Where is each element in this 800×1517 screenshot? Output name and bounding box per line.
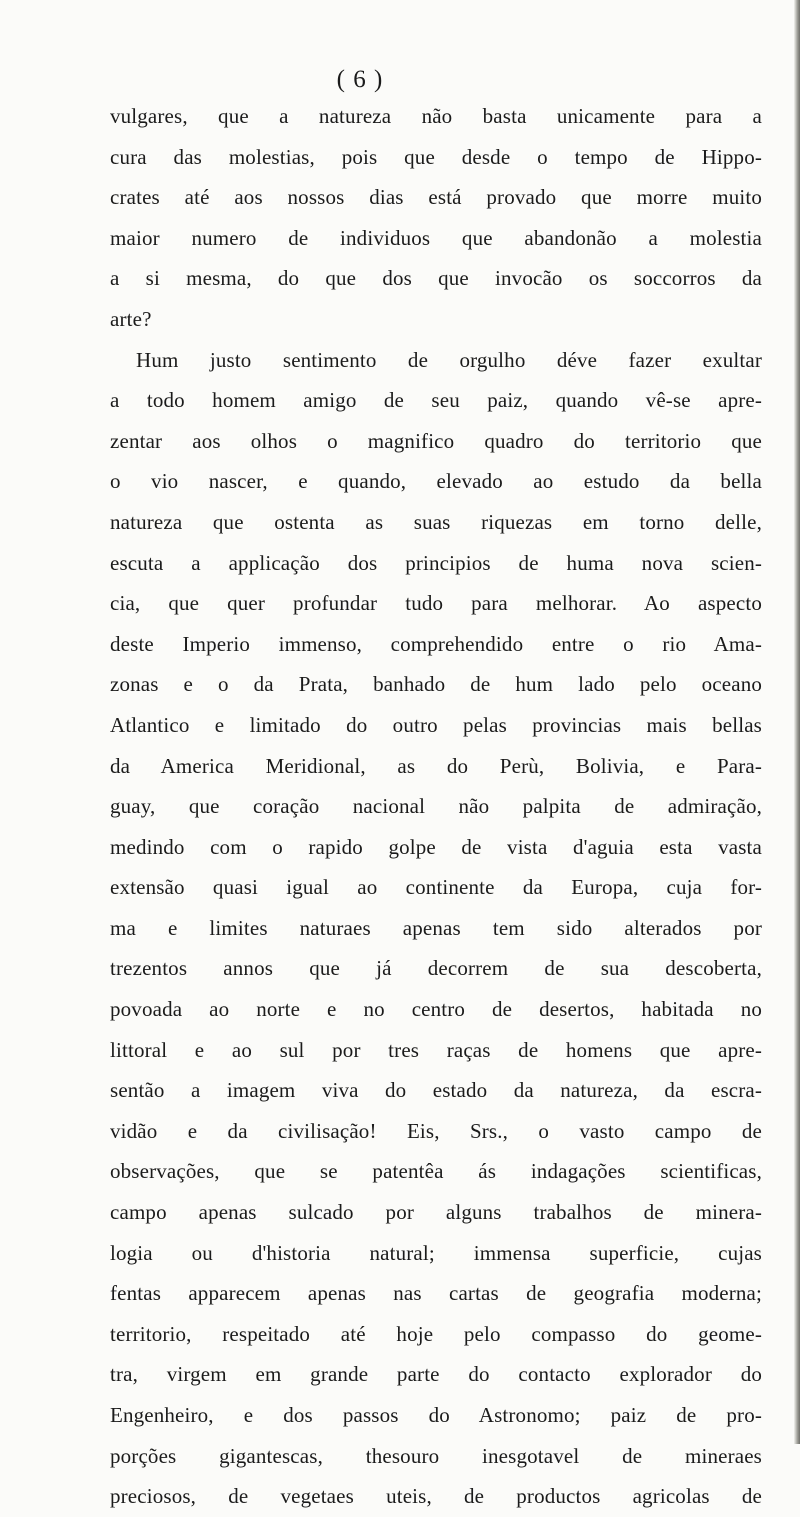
text-line: logia ou d'historia natural; immensa superficie, cujas bbox=[110, 1240, 762, 1265]
text-line: extensão quasi igual ao continente da Europa, cuja for- bbox=[110, 875, 762, 900]
text-line: escuta a applicação dos principios de huma nova scien- bbox=[110, 550, 762, 575]
text-line: natureza que ostenta as suas riquezas em torno delle, bbox=[110, 509, 762, 534]
text-line: cia, que quer profundar tudo para melhorar. Ao aspecto bbox=[110, 591, 762, 616]
text-line: campo apenas sulcado por alguns trabalhos de minera- bbox=[110, 1200, 762, 1225]
text-line: sentão a imagem viva do estado da natureza, da escra- bbox=[110, 1078, 762, 1103]
text-line: vidão e da civilisação! Eis, Srs., o vasto campo de bbox=[110, 1118, 762, 1143]
text-line: preciosos, de vegetaes uteis, de productos agricolas de bbox=[110, 1484, 762, 1509]
text-line: tra, virgem em grande parte do contacto explorador do bbox=[110, 1362, 762, 1387]
text-line: zonas e o da Prata, banhado de hum lado pelo oceano bbox=[110, 672, 762, 697]
page-edge-shadow bbox=[794, 0, 800, 1444]
text-line: deste Imperio immenso, comprehendido entre o rio Ama- bbox=[110, 631, 762, 656]
text-line: porções gigantescas, thesouro inesgotavel de mineraes bbox=[110, 1443, 762, 1468]
text-line: Atlantico e limitado do outro pelas provincias mais bellas bbox=[110, 712, 762, 737]
text-line: da America Meridional, as do Perù, Bolivia, e Para- bbox=[110, 753, 762, 778]
body-text bbox=[110, 96, 762, 1517]
text-line: crates até aos nossos dias está provado que morre muito bbox=[110, 185, 762, 210]
text-line: povoada ao norte e no centro de desertos, habitada no bbox=[110, 997, 762, 1022]
text-line: vulgares, que a natureza não basta unicamente para a bbox=[110, 104, 762, 128]
text-line: a todo homem amigo de seu paiz, quando vê-se apre- bbox=[110, 388, 762, 413]
text-line: medindo com o rapido golpe de vista d'aguia esta vasta bbox=[110, 834, 762, 859]
text-line: arte? bbox=[110, 306, 152, 331]
text-line: a si mesma, do que dos que invocão os soccorros da bbox=[110, 266, 762, 291]
text-line: zentar aos olhos o magnifico quadro do territorio que bbox=[110, 428, 762, 453]
text-line: fentas apparecem apenas nas cartas de geografia moderna; bbox=[110, 1281, 762, 1306]
text-line: observações, que se patentêa ás indagações scientificas, bbox=[110, 1159, 762, 1184]
text-line: littoral e ao sul por tres raças de homens que apre- bbox=[110, 1037, 762, 1062]
text-line: Engenheiro, e dos passos do Astronomo; paiz de pro- bbox=[110, 1403, 762, 1427]
text-line: trezentos annos que já decorrem de sua descoberta, bbox=[110, 956, 762, 981]
text-line: territorio, respeitado até hoje pelo compasso do geome- bbox=[110, 1321, 762, 1346]
text-line: Hum justo sentimento de orgulho déve fazer exultar bbox=[136, 347, 762, 372]
text-line: maior numero de individuos que abandonão a molestia bbox=[110, 225, 762, 250]
text-line: cura das molestias, pois que desde o tempo de Hippo- bbox=[110, 144, 762, 169]
text-line: ma e limites naturaes apenas tem sido alterados por bbox=[110, 915, 762, 940]
page-number: ( 6 ) bbox=[336, 66, 384, 93]
text-line: guay, que coração nacional não palpita de admiração, bbox=[110, 794, 762, 819]
text-line: o vio nascer, e quando, elevado ao estudo da bella bbox=[110, 469, 762, 494]
